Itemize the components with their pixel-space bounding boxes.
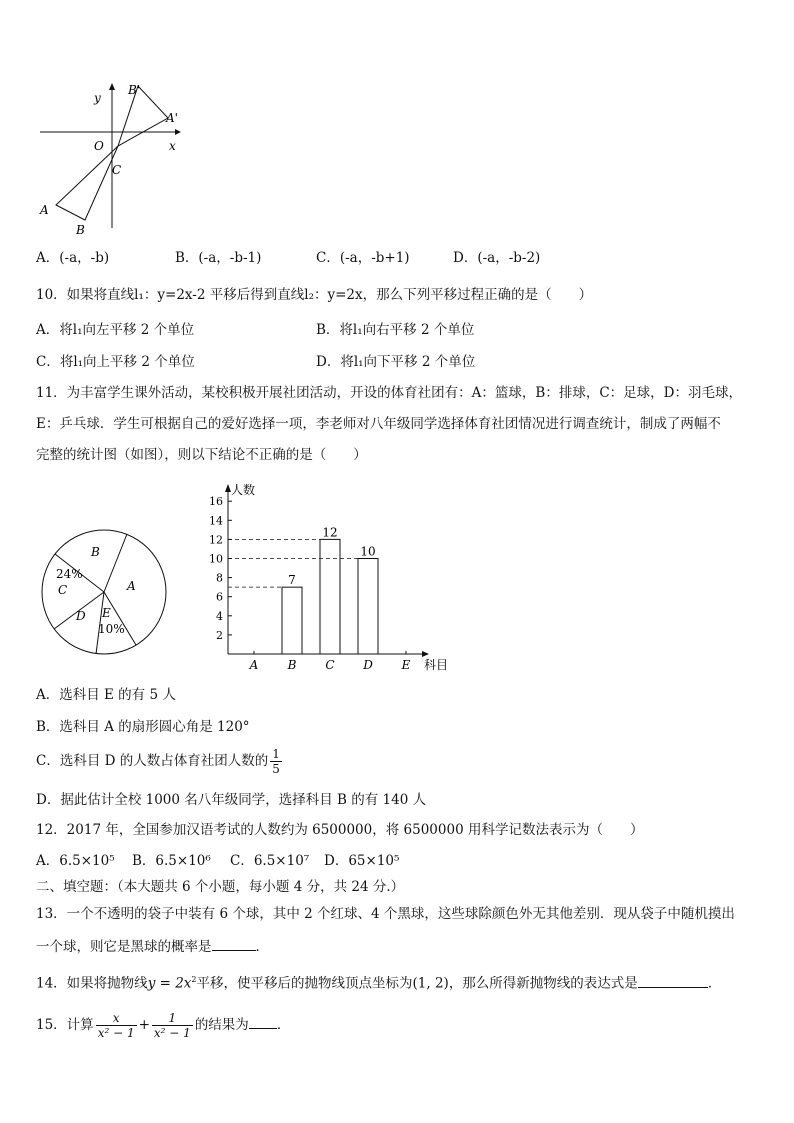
x-tick-label-B: B [287, 658, 297, 672]
q13-line-1: 13．一个不透明的袋子中装有 6 个球，其中 2 个红球、4 个黑球，这些球除颜色外无其他差别．现从袋子中随机摸出 [36, 906, 735, 922]
x-tick-label-E: E [401, 658, 411, 672]
triangle-abc [56, 146, 118, 220]
data-label-C: 12 [322, 525, 338, 540]
y-tick-label-14: 14 [209, 514, 223, 528]
q13-line-2-text: 一个球，则它是黑球的概率是 [36, 939, 212, 955]
q14-part-3: ，那么所得新抛物线的表达式是 [448, 975, 638, 992]
data-label-B: 7 [288, 573, 296, 588]
bar-chart-y-label: 人数 [231, 483, 256, 497]
q9-option-a: A．(-a，-b) [36, 250, 110, 266]
label-b: B [76, 223, 85, 237]
q15: 15．计算 $\frac{x}{\text{x² − 1}}$ + $\frac{1}{\text{x² − 1}}$ 的结果为 ． [36, 1011, 291, 1040]
bar-C [320, 539, 340, 654]
pie-label-b: B [91, 545, 100, 559]
q10-option-c: C．将l₁向上平移 2 个单位 [36, 354, 195, 370]
q12-option-d: D．65×10⁵ [324, 853, 400, 869]
q11-option-c-fraction [270, 747, 282, 776]
x-tick-label-A: A [249, 658, 259, 672]
q14-formula: y = 2x [147, 975, 192, 992]
triangle-a-prime-b-prime-c [118, 86, 168, 146]
pie-pct-e: 10% [98, 622, 125, 636]
y-tick-label-2: 2 [216, 628, 223, 642]
q11-option-a: A．选科目 E 的有 5 人 [36, 687, 176, 703]
y-tick-label-10: 10 [209, 552, 223, 566]
pie-label-a: A [127, 579, 136, 593]
q10-option-b: B．将l₁向右平移 2 个单位 [316, 322, 475, 338]
q11-option-c [36, 744, 284, 778]
q15-suffix: 的结果为 [194, 1017, 249, 1033]
q15-fraction-2-numerator: 1 [152, 1011, 193, 1026]
pie-label-c: C [58, 583, 68, 597]
label-o: O [94, 139, 104, 153]
q12-option-a: A．6.5×10⁵ [36, 853, 115, 869]
q14: 14．如果将抛物线$y = 2x^2$平移，使平移后的抛物线顶点坐标为(1, 2)，那么所得新抛物线的表达式是 ． [36, 970, 721, 994]
q12-stem: 12．2017 年，全国参加汉语考试的人数约为 6500000，将 6500000 用科学记数法表示为（ ） [36, 822, 644, 838]
q11-stem-line-1: 11．为丰富学生课外活动，某校积极开展社团活动，开设的体育社团有：A：篮球，B：排球，C：足球，D：羽毛球， [36, 385, 742, 401]
q14-answer-blank[interactable] [638, 973, 708, 988]
x-axis-arrow [175, 129, 181, 135]
q10-option-d: D．将l₁向下平移 2 个单位 [316, 354, 476, 370]
q15-prefix: 15．计算 [36, 1017, 94, 1033]
label-b-prime: B' [128, 83, 141, 97]
coordinate-figure [30, 78, 190, 238]
q12-option-b: B．6.5×10⁶ [132, 853, 211, 869]
section-2-heading: 二、填空题：（本大题共 6 个小题，每小题 4 分，共 24 分.） [36, 879, 405, 895]
q13-answer-blank[interactable] [212, 936, 256, 951]
q15-plus: + [138, 1017, 150, 1033]
bar-chart-x-label: 科目 [424, 658, 449, 672]
q11-option-d: D．据此估计全校 1000 名八年级同学，选择科目 B 的有 140 人 [36, 792, 427, 808]
x-tick-label-C: C [325, 658, 335, 672]
bar-B [282, 587, 302, 654]
q11-option-c-text: C．选科目 D 的人数占体育社团人数的 [36, 753, 269, 769]
q10-stem: 10．如果将直线l₁：y=2x-2 平移后得到直线l₂：y=2x，那么下列平移过程正确的是（ ） [36, 287, 593, 303]
q11-option-c-denominator: 5 [272, 762, 280, 776]
label-y: y [94, 91, 101, 105]
pie-pct-c: 24% [56, 567, 83, 581]
label-c: C [112, 163, 122, 177]
q11-stem-line-2: E：乒乓球．学生可根据自己的爱好选择一项，李老师对八年级同学选择体育社团情况进行调查统计，制成了两幅不 [36, 416, 721, 432]
q11-option-c-numerator: 1 [272, 747, 280, 761]
pie-label-e: E [102, 606, 111, 620]
q15-fraction-1-denominator: x² − 1 [97, 1026, 135, 1040]
q9-option-c: C．(-a，-b+1) [316, 250, 410, 266]
q14-part-2: 平移，使平移后的抛物线顶点坐标为 [196, 975, 413, 992]
q14-part-1: 14．如果将抛物线 [36, 975, 148, 992]
q9-option-d: D．(-a，-b-2) [453, 250, 541, 266]
label-a: A [40, 203, 49, 217]
y-tick-label-16: 16 [209, 495, 223, 509]
bar-chart [196, 476, 456, 676]
q12-option-c: C．6.5×10⁷ [230, 853, 310, 869]
pie-chart [38, 526, 172, 660]
q15-fraction-1 [96, 1011, 137, 1040]
q11-stem-line-3: 完整的统计图（如图），则以下结论不正确的是（ ） [36, 447, 367, 463]
q15-fraction-2-denominator: x² − 1 [153, 1026, 191, 1040]
y-tick-label-6: 6 [216, 590, 223, 604]
label-a-prime: A' [166, 111, 178, 125]
y-tick-label-4: 4 [216, 609, 223, 623]
pie-label-d: D [76, 609, 86, 623]
pie-divider-ab [104, 534, 127, 592]
q11-option-b: B．选科目 A 的扇形圆心角是 120° [36, 719, 250, 735]
q14-formula-exponent: 2 [191, 975, 197, 984]
x-tick-label-D: D [363, 658, 373, 672]
q15-answer-blank[interactable] [249, 1014, 277, 1029]
q10-option-a: A．将l₁向左平移 2 个单位 [36, 322, 195, 338]
q13-line-2: 一个球，则它是黑球的概率是 ． [36, 936, 269, 957]
y-tick-label-8: 8 [216, 571, 223, 585]
data-label-D: 10 [360, 544, 376, 559]
q15-fraction-2 [152, 1011, 193, 1040]
q9-option-b: B．(-a，-b-1) [175, 250, 262, 266]
bar-chart-x-axis-arrow [422, 651, 429, 657]
bar-D [358, 559, 378, 655]
y-tick-label-12: 12 [209, 533, 223, 547]
q15-fraction-1-numerator: x [96, 1011, 137, 1026]
q14-coord: (1, 2) [412, 975, 449, 992]
y-axis-arrow [109, 83, 115, 90]
label-x: x [169, 139, 176, 153]
